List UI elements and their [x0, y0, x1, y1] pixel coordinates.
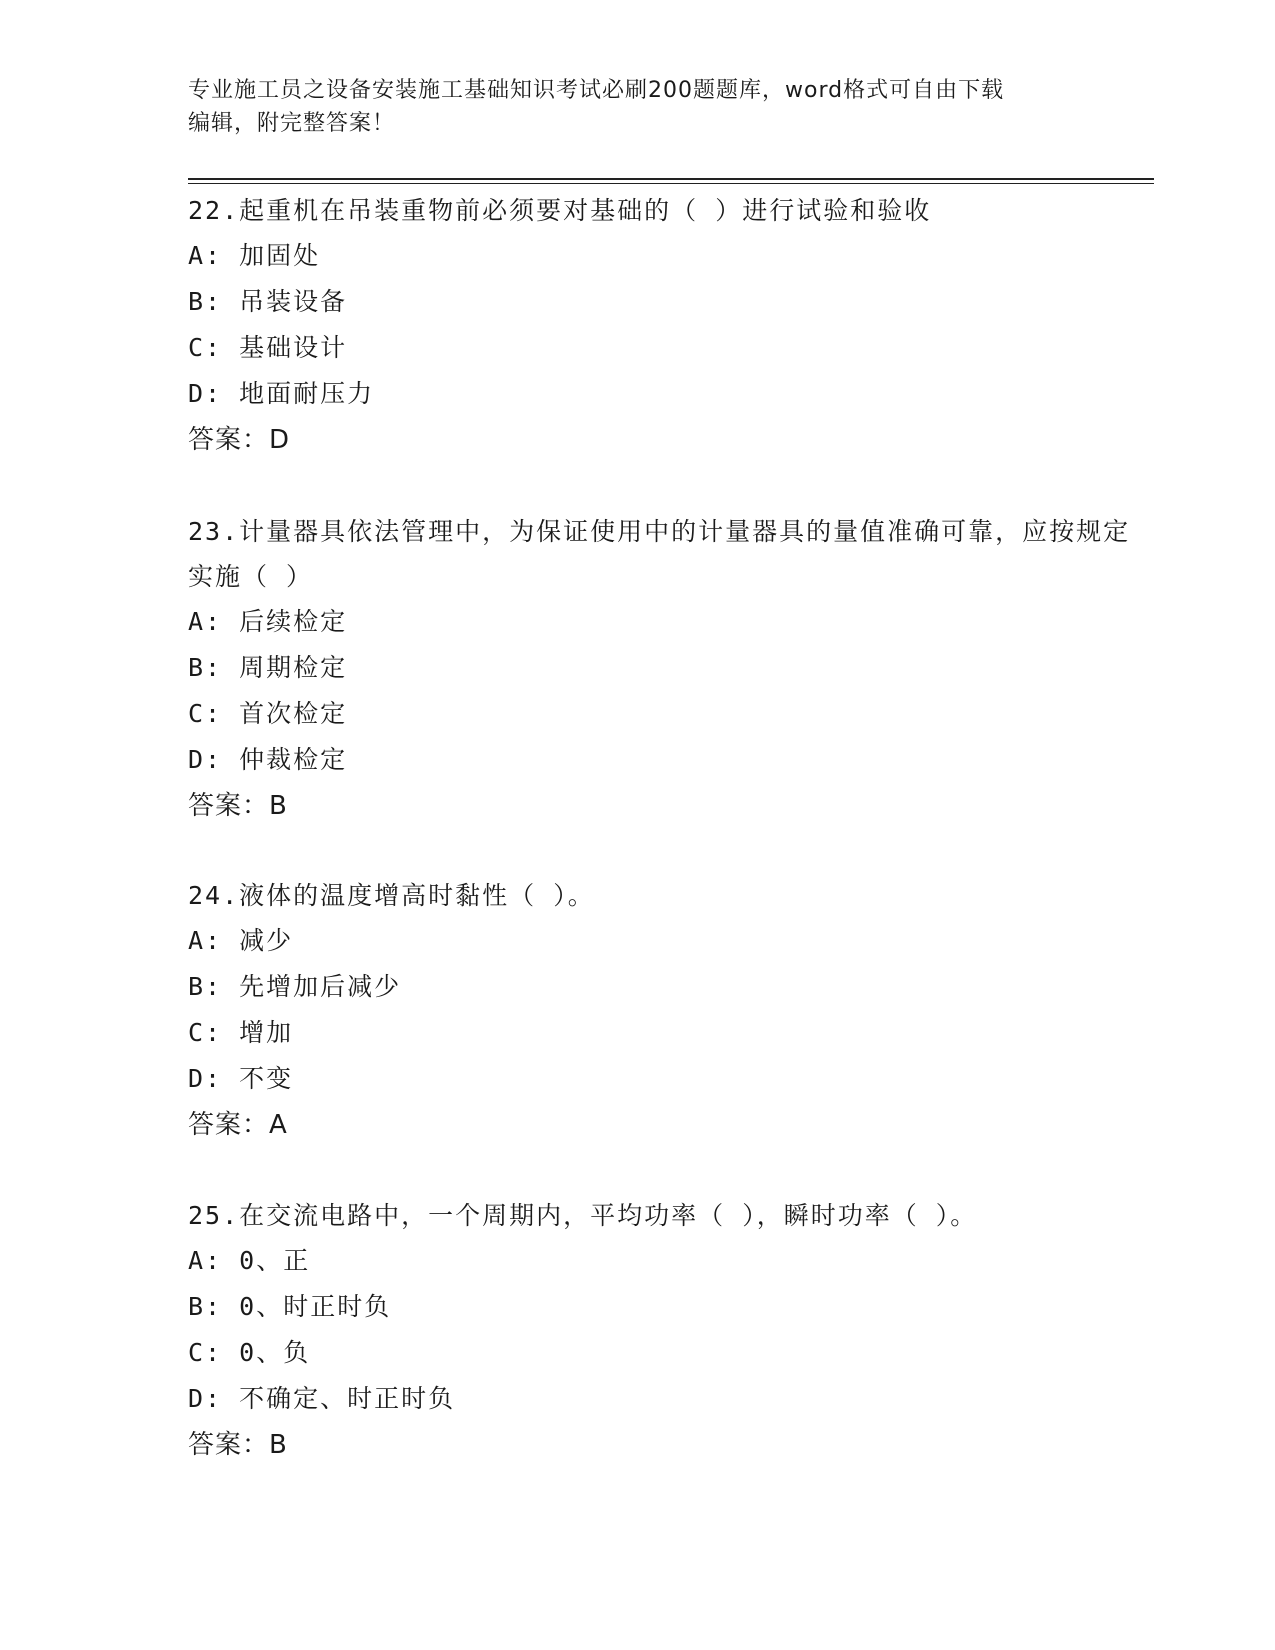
option-a: A: 0、正 — [188, 1246, 311, 1275]
option-c: C: 0、负 — [188, 1338, 311, 1367]
option-d: D: 地面耐压力 — [188, 379, 375, 408]
document-header — [188, 74, 1068, 140]
answer-label: 答案：B — [188, 791, 288, 821]
question-stem: 24.液体的温度增高时黏性（ ）。 — [188, 881, 595, 910]
question-stem: 25.在交流电路中，一个周期内，平均功率（ ），瞬时功率（ ）。 — [188, 1201, 978, 1230]
answer-label: 答案：B — [188, 1430, 288, 1460]
question-22 — [188, 188, 1148, 463]
option-c: C: 基础设计 — [188, 333, 348, 362]
option-b: B: 0、时正时负 — [188, 1292, 392, 1321]
option-d: D: 不确定、时正时负 — [188, 1384, 456, 1413]
option-b: B: 先增加后减少 — [188, 972, 402, 1001]
header-title-line-1: 专业施工员之设备安装施工基础知识考试必刷200题题库，word格式可自由下载 — [188, 78, 1005, 103]
option-a: A: 加固处 — [188, 241, 321, 270]
option-d: D: 不变 — [188, 1064, 294, 1093]
answer-label: 答案：D — [188, 425, 291, 455]
option-c: C: 首次检定 — [188, 699, 348, 728]
header-title-line-2: 编辑，附完整答案！ — [188, 111, 396, 136]
header-divider-thin — [188, 183, 1154, 184]
option-b: B: 吊装设备 — [188, 287, 348, 316]
header-divider-thick — [188, 178, 1154, 180]
option-c: C: 增加 — [188, 1018, 294, 1047]
option-d: D: 仲裁检定 — [188, 745, 348, 774]
question-23 — [188, 509, 1148, 829]
option-b: B: 周期检定 — [188, 653, 348, 682]
option-a: A: 后续检定 — [188, 607, 348, 636]
question-25 — [188, 1193, 1148, 1468]
option-a: A: 减少 — [188, 926, 294, 955]
question-stem: 22.起重机在吊装重物前必须要对基础的（ ）进行试验和验收 — [188, 196, 932, 225]
question-stem: 23.计量器具依法管理中，为保证使用中的计量器具的量值准确可靠，应按规定实施（ ） — [188, 517, 1131, 591]
question-24 — [188, 873, 1148, 1148]
answer-label: 答案：A — [188, 1110, 288, 1140]
